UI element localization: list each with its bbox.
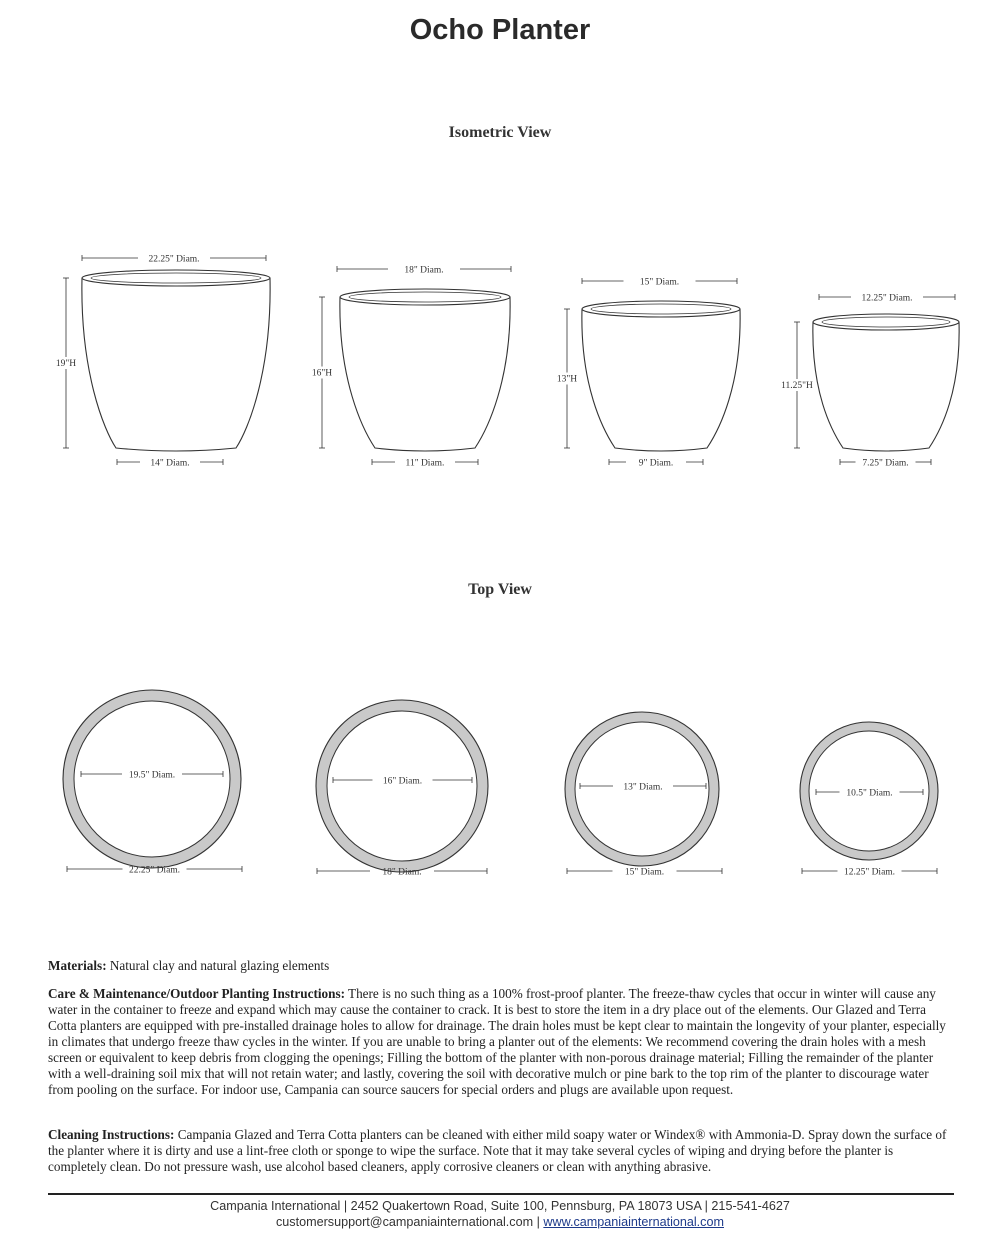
isometric-view [48,254,959,468]
top-diam-label: 15" Diam. [639,277,680,288]
bottom-diam-label: 14" Diam. [150,458,190,469]
cleaning-label: Cleaning Instructions: [48,1127,175,1142]
top-diam-label: 18" Diam. [404,265,444,276]
footer-separator: | [533,1215,544,1229]
planter-body [82,278,270,451]
website-link[interactable]: www.campaniainternational.com [543,1215,724,1229]
footer-email: customersupport@campaniainternational.com [276,1215,534,1229]
iso-planter-2 [304,265,511,468]
materials-text: Natural clay and natural glazing elements [106,958,330,973]
cleaning-text: Campania Glazed and Terra Cotta planters can be cleaned with either mild soapy water or Windex® with Ammonia-D. Spray down the surface of the planter where it is dirty and use a lint-free cloth or sponge to wipe the surface. Note that it may take several cycles of wiping and drying before the planter is completely clean. Do not pressure wash, use alcohol based cleaners, apply corrosive cleaners or clean with anything abrasive. [48,1127,947,1174]
top-planter-2 [316,700,488,877]
care-label: Care & Maintenance/Outdoor Planting Instructions: [48,986,345,1001]
bottom-diam-label: 9" Diam. [638,458,674,469]
care-text: There is no such thing as a 100% frost-proof planter. The freeze-thaw cycles that occur in winter will cause any water in the container to freeze and expand which may cause the container to crack. It is best to store the item in a dry place out of the elements. Our Glazed and Terra Cotta planters are equipped with pre-installed drainage holes to allow for drainage. The drain holes must be kept clear to maintain the longevity of your planter, especially in climates that undergo freeze thaw cycles in the winter. If you are unable to bring a planter out of the elements: We recommend covering the drain holes with a mesh screen or equivalent to keep debris from clogging the openings; Filling the bottom of the planter with non-porous drainage material; Filling the remainder of the planter with a well-draining soil mix that will not retain water; and lastly, covering the soil with decorative mulch or pine bark to the top rim of the planter to discourage water from pooling on the surface. For indoor use, Campania can source saucers for special orders and plugs are available upon request. [48,986,946,1097]
iso-planter-3 [549,277,740,468]
top-view-heading: Top View [468,581,532,598]
height-label: 16"H [311,368,333,379]
planter-body [582,309,740,451]
top-planter-4 [800,722,938,877]
materials-label: Materials: [48,958,107,973]
planter-rim [582,301,740,317]
outer-diam-label: 15" Diam. [624,867,665,878]
height-label: 11.25"H [781,381,813,391]
planter-body [813,322,959,451]
top-planter-3 [565,712,722,877]
height-label: 13"H [556,374,578,385]
outer-diam-label: 18" Diam. [382,867,422,878]
footer-address: Campania International | 2452 Quakertown Road, Suite 100, Pennsburg, PA 18073 USA | 215-541-4627 [210,1199,790,1213]
bottom-diam-label: 7.25" Diam. [862,458,909,469]
height-label: 19"H [55,359,77,369]
planter-body [340,297,510,451]
footer-divider [48,1193,954,1195]
bottom-diam-label: 11" Diam. [405,458,445,469]
top-planter-1 [63,690,242,875]
inner-diam-label: 19.5" Diam. [128,770,176,781]
top-diam-label: 12.25" Diam. [861,293,913,304]
inner-diam-label: 13" Diam. [623,782,663,793]
outer-diam-label: 12.25" Diam. [843,867,896,878]
top-diam-label: 22.25" Diam. [148,254,200,265]
top-view [63,690,938,877]
footer-contact [0,1215,1000,1229]
inner-diam-label: 10.5" Diam. [846,788,893,799]
planter-rim [340,289,510,305]
iso-planter-1 [48,254,270,468]
materials-paragraph [48,958,954,974]
outer-diam-label: 22.25" Diam. [128,865,181,876]
iso-planter-4 [779,293,959,468]
cleaning-paragraph [48,1127,954,1175]
planter-rim [82,270,270,286]
inner-diam-label: 16" Diam. [382,776,423,787]
planter-rim [813,314,959,330]
care-paragraph [48,986,954,1098]
isometric-view-heading: Isometric View [448,124,552,141]
page-title: Ocho Planter [409,14,591,46]
